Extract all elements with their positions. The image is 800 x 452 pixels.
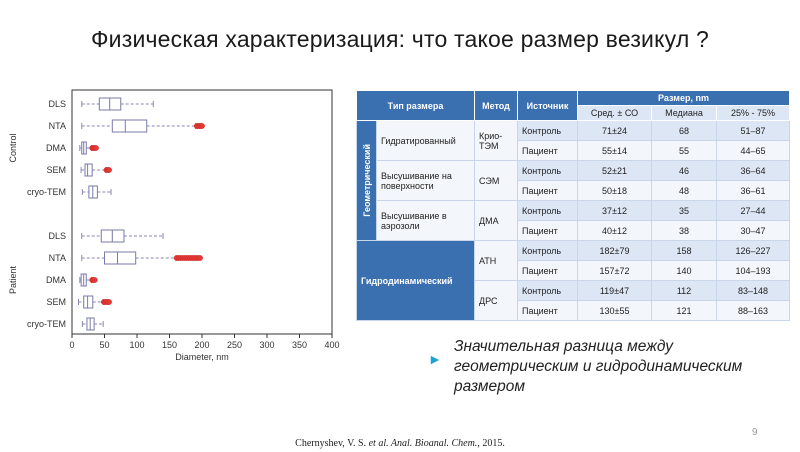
x-tick-label: 150: [161, 340, 178, 350]
source-cell: Контроль: [518, 161, 578, 181]
method-dma: ДМА: [475, 201, 518, 241]
median-cell: 121: [652, 301, 717, 321]
mean-cell: 50±18: [578, 181, 652, 201]
iqr-cell: 44–65: [717, 141, 790, 161]
row-label: DMA: [46, 143, 66, 153]
boxplot-chart: [0, 86, 346, 366]
median-cell: 158: [652, 241, 717, 261]
row-label: DLS: [48, 231, 66, 241]
mean-cell: 182±79: [578, 241, 652, 261]
x-tick-label: 350: [291, 340, 308, 350]
x-tick-label: 300: [259, 340, 275, 350]
subtype-hydrated: Гидратированный: [377, 121, 475, 161]
mean-cell: 130±55: [578, 301, 652, 321]
source-cell: Пациент: [518, 221, 578, 241]
slide-title: Физическая характеризация: что такое размер везикул ?: [90, 26, 710, 52]
citation: Chernyshev, V. S. et al. Anal. Bioanal. Chem., 2015.: [295, 438, 505, 449]
header-method: Метод: [475, 91, 518, 121]
source-cell: Пациент: [518, 141, 578, 161]
mean-cell: 52±21: [578, 161, 652, 181]
box: [112, 120, 146, 132]
box: [85, 164, 92, 176]
median-cell: 140: [652, 261, 717, 281]
row-label: DMA: [46, 275, 66, 285]
header-median: Медиана: [652, 106, 717, 121]
row-label: cryo-TEM: [27, 319, 66, 329]
iqr-cell: 88–163: [717, 301, 790, 321]
method-nta: АТН: [475, 241, 518, 281]
iqr-cell: 27–44: [717, 201, 790, 221]
group-label: Control: [8, 133, 18, 163]
method-dls: ДРС: [475, 281, 518, 321]
outlier-point: [197, 255, 202, 260]
outlier-point: [93, 145, 98, 150]
row-label: NTA: [48, 121, 66, 131]
median-cell: 46: [652, 161, 717, 181]
conclusion-text: Значительная разница между геометрическим и гидродинамическим размером: [454, 338, 743, 395]
box: [105, 252, 136, 264]
mean-cell: 37±12: [578, 201, 652, 221]
source-cell: Контроль: [518, 201, 578, 221]
outlier-point: [199, 123, 204, 128]
arrow-bullet-icon: ►: [428, 351, 442, 367]
source-cell: Пациент: [518, 181, 578, 201]
slide-number: 9: [752, 427, 758, 438]
x-tick-label: 0: [69, 340, 75, 350]
row-label: SEM: [46, 297, 66, 307]
x-tick-label: 100: [129, 340, 145, 350]
mean-cell: 55±14: [578, 141, 652, 161]
outlier-point: [92, 277, 97, 282]
size-table: [356, 90, 789, 321]
iqr-cell: 104–193: [717, 261, 790, 281]
median-cell: 48: [652, 181, 717, 201]
hydrodynamic-label: Гидродинамический: [357, 241, 475, 321]
median-cell: 35: [652, 201, 717, 221]
header-size-type: Тип размера: [357, 91, 475, 121]
group-label: Patient: [8, 265, 18, 295]
x-tick-label: 200: [194, 340, 210, 350]
source-cell: Контроль: [518, 121, 578, 141]
source-cell: Контроль: [518, 241, 578, 261]
x-tick-label: 400: [324, 340, 340, 350]
method-sem: СЭМ: [475, 161, 518, 201]
subtype-surface-dried: Высушивание на поверхности: [377, 161, 475, 201]
x-tick-label: 50: [99, 340, 110, 350]
header-size-group: Размер, nm: [578, 91, 790, 106]
iqr-cell: 36–61: [717, 181, 790, 201]
row-label: SEM: [46, 165, 66, 175]
box: [84, 296, 93, 308]
iqr-cell: 51–87: [717, 121, 790, 141]
median-cell: 38: [652, 221, 717, 241]
source-cell: Пациент: [518, 301, 578, 321]
header-mean: Сред. ± СО: [578, 106, 652, 121]
median-cell: 112: [652, 281, 717, 301]
mean-cell: 157±72: [578, 261, 652, 281]
row-label: DLS: [48, 99, 66, 109]
mean-cell: 119±47: [578, 281, 652, 301]
row-label: NTA: [48, 253, 66, 263]
source-cell: Пациент: [518, 261, 578, 281]
subtype-aerosol-dried: Высушивание в аэрозоли: [377, 201, 475, 241]
x-tick-label: 250: [226, 340, 243, 350]
iqr-cell: 126–227: [717, 241, 790, 261]
median-cell: 55: [652, 141, 717, 161]
mean-cell: 40±12: [578, 221, 652, 241]
mean-cell: 71±24: [578, 121, 652, 141]
iqr-cell: 83–148: [717, 281, 790, 301]
boxplot-svg: [0, 86, 346, 366]
iqr-cell: 36–64: [717, 161, 790, 181]
method-cryo-tem: Крио-ТЭМ: [475, 121, 518, 161]
header-source: Источник: [518, 91, 578, 121]
x-axis-label: Diameter, nm: [175, 352, 229, 362]
median-cell: 68: [652, 121, 717, 141]
iqr-cell: 30–47: [717, 221, 790, 241]
source-cell: Контроль: [518, 281, 578, 301]
geometric-label: Геометрический: [357, 121, 377, 241]
outlier-point: [106, 167, 111, 172]
header-iqr: 25% - 75%: [717, 106, 790, 121]
outlier-point: [106, 299, 111, 304]
row-label: cryo-TEM: [27, 187, 66, 197]
